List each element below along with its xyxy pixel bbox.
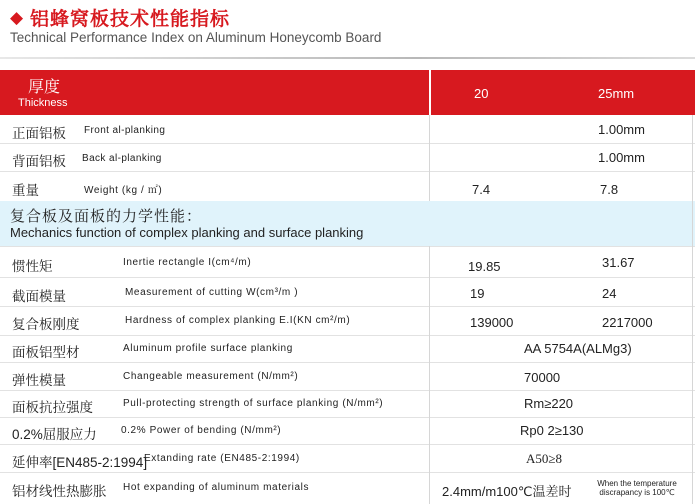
row-label-zh: 惯性矩 xyxy=(12,259,53,274)
row-label-zh: 延伸率[EN485-2:1994] xyxy=(12,455,148,470)
page-header xyxy=(0,0,695,66)
row-label-en: Inertie rectangle I(cm⁴/m) xyxy=(123,257,252,268)
row-value-2: 24 xyxy=(602,286,617,301)
table-row xyxy=(0,277,695,307)
table-row xyxy=(0,335,695,363)
row-label-en: Extanding rate (EN485-2:1994) xyxy=(144,453,300,464)
thickness-label-en: Thickness xyxy=(18,97,68,109)
row-value-1: 19.85 xyxy=(468,259,501,274)
table-row xyxy=(0,171,695,202)
row-label-zh: 铝材线性热膨胀 xyxy=(12,484,107,499)
row-value-1: 19 xyxy=(470,286,485,301)
row-value-1: 7.4 xyxy=(472,182,491,197)
row-label-en: Front al-planking xyxy=(84,125,166,136)
row-label-en: Back al-planking xyxy=(82,153,162,164)
row-value: 70000 xyxy=(524,370,561,385)
column-divider xyxy=(429,115,430,201)
row-label-en: Hot expanding of aluminum materials xyxy=(123,482,310,493)
row-label-zh: 重量 xyxy=(12,183,39,198)
table-row xyxy=(0,362,695,391)
table-row xyxy=(0,115,695,144)
row-label-zh: 0.2%屈服应力 xyxy=(12,427,97,442)
header-divider xyxy=(0,57,695,59)
table-row xyxy=(0,417,695,445)
row-value: 1.00mm xyxy=(598,122,645,137)
row-label-zh: 截面模量 xyxy=(12,289,66,304)
row-label-en: Weight (kg / ㎡) xyxy=(84,185,163,196)
thickness-col-2: 25mm xyxy=(598,86,635,101)
row-value-1: 139000 xyxy=(470,315,514,330)
row-label-en: Changeable measurement (N/mm²) xyxy=(123,371,299,382)
table-row xyxy=(0,444,695,473)
row-label-zh: 面板铝型材 xyxy=(12,345,80,360)
row-value: 1.00mm xyxy=(598,150,645,165)
title-chinese: 铝蜂窝板技术性能指标 xyxy=(30,9,231,30)
diamond-bullet-icon: ◆ xyxy=(10,8,24,27)
row-value: A50≥8 xyxy=(526,451,563,466)
row-label-en: 0.2% Power of bending (N/mm²) xyxy=(121,425,282,436)
row-label-zh: 面板抗拉强度 xyxy=(12,400,93,415)
row-value-1: 2.4mm/m100℃温差时 xyxy=(442,484,572,499)
row-value: AA 5754A(ALMg3) xyxy=(524,341,632,356)
right-border xyxy=(692,115,693,504)
row-value-2: 2217000 xyxy=(602,315,653,330)
row-label-en: Measurement of cutting W(cm³/m ) xyxy=(125,287,299,298)
section-title-zh: 复合板及面板的力学性能： xyxy=(10,208,203,225)
row-label-en: Pull-protecting strength of surface planking (N/mm²) xyxy=(123,398,384,409)
row-label-zh: 弹性模量 xyxy=(12,373,66,388)
table-row xyxy=(0,472,695,504)
table-row xyxy=(0,306,695,336)
table-row xyxy=(0,246,695,278)
row-value: Rm≥220 xyxy=(524,396,574,411)
row-label-zh: 复合板刚度 xyxy=(12,317,80,332)
row-label-zh: 正面铝板 xyxy=(12,126,66,141)
row-value-2: 31.67 xyxy=(602,255,635,270)
table-header-row xyxy=(0,70,695,115)
table-row xyxy=(0,143,695,172)
thickness-col-1: 20 xyxy=(474,86,489,101)
header-column-divider xyxy=(429,70,431,115)
row-value: Rp0 2≥130 xyxy=(520,423,584,438)
section-mechanics xyxy=(0,201,695,247)
thickness-label-zh: 厚度 xyxy=(28,79,61,96)
temperature-note: When the temperature discrapancy is 100℃ xyxy=(597,479,677,497)
row-label-zh: 背面铝板 xyxy=(12,154,66,169)
row-label-en: Aluminum profile surface planking xyxy=(123,343,293,354)
row-value-2: 7.8 xyxy=(600,182,619,197)
row-label-en: Hardness of complex planking E.I(KN cm²/m) xyxy=(125,315,351,326)
section-title-en: Mechanics function of complex planking and surface planking xyxy=(10,225,364,240)
column-divider xyxy=(429,246,430,504)
table-row xyxy=(0,390,695,418)
title-english: Technical Performance Index on Aluminum Honeycomb Board xyxy=(10,30,382,45)
